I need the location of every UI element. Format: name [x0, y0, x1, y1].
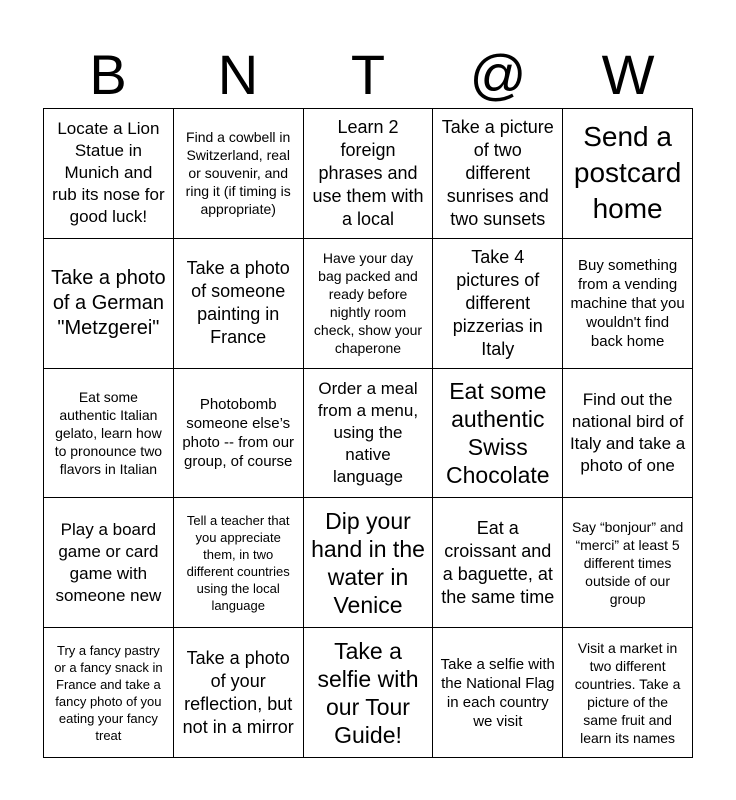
cell-text: Eat a croissant and a baguette, at the same time [441, 517, 555, 607]
bingo-cell[interactable] [563, 239, 693, 369]
cell-text: Take 4 pictures of different pizzerias in Italy [452, 246, 543, 359]
bingo-cell[interactable] [304, 369, 434, 499]
bingo-cell[interactable] [44, 498, 174, 628]
cell-text: Tell a teacher that you appreciate them, in two different countries using the local language [186, 512, 290, 613]
header-letter-n: N [217, 43, 259, 106]
cell-text: Photobomb someone else’s photo -- from our group, of course [182, 395, 295, 470]
bingo-cell[interactable] [174, 498, 304, 628]
cell-text: Take a selfie with the National Flag in each country we visit [440, 655, 555, 730]
bingo-cell[interactable] [433, 369, 563, 499]
bingo-cell[interactable] [174, 109, 304, 239]
cell-text: Take a photo of your reflection, but not in a mirror [182, 647, 294, 737]
cell-text: Play a board game or card game with someone new [55, 519, 162, 605]
cell-text: Locate a Lion Statue in Munich and rub its nose for good luck! [52, 119, 165, 227]
cell-text: Buy something from a vending machine that you wouldn't find back home [570, 256, 685, 350]
cell-text: Dip your hand in the water in Venice [311, 507, 425, 618]
cell-text: Take a picture of two different sunrises and two sunsets [441, 116, 554, 229]
header-letter-b: B [89, 43, 127, 106]
bingo-cell[interactable] [44, 369, 174, 499]
bingo-cell[interactable] [44, 109, 174, 239]
cell-text: Try a fancy pastry or a fancy snack in France and take a fancy photo of you eating your fancy treat [54, 642, 163, 743]
bingo-cell[interactable] [433, 239, 563, 369]
header-letter-at: @ [469, 43, 527, 106]
bingo-cell[interactable] [304, 628, 434, 758]
bingo-cell[interactable] [433, 498, 563, 628]
bingo-cell[interactable] [433, 628, 563, 758]
cell-text: Take a photo of someone painting in France [186, 258, 290, 348]
cell-text: Learn 2 foreign phrases and use them with a local [312, 116, 424, 229]
cell-text: Visit a market in two different countries. Take a picture of the same fruit and learn its names [574, 639, 681, 746]
bingo-cell[interactable] [44, 628, 174, 758]
bingo-cell[interactable] [563, 109, 693, 239]
bingo-cell[interactable] [304, 498, 434, 628]
cell-text: Eat some authentic Italian gelato, learn how to pronounce two flavors in Italian [54, 388, 163, 477]
bingo-cell[interactable] [174, 628, 304, 758]
bingo-cell[interactable] [174, 369, 304, 499]
bingo-header [43, 42, 693, 108]
cell-text: Take a photo of a German "Metzgerei" [51, 266, 166, 339]
bingo-cell[interactable] [433, 109, 563, 239]
bingo-cell[interactable] [563, 498, 693, 628]
bingo-cell[interactable] [304, 239, 434, 369]
bingo-cell[interactable] [563, 628, 693, 758]
cell-text: Eat some authentic Swiss Chocolate [446, 377, 550, 488]
cell-text: Say “bonjour” and “merci” at least 5 different times outside of our group [571, 518, 684, 607]
header-letter-t: T [350, 43, 386, 106]
bingo-cell[interactable] [563, 369, 693, 499]
cell-text: Order a meal from a menu, using the native language [317, 378, 419, 486]
bingo-grid [43, 108, 693, 758]
cell-text: Have your day bag packed and ready before nightly room check, show your chaperone [313, 250, 423, 357]
header-letter-w: W [601, 43, 655, 106]
bingo-cell[interactable] [44, 239, 174, 369]
bingo-cell[interactable] [174, 239, 304, 369]
cell-text: Take a selfie with our Tour Guide! [317, 637, 419, 748]
cell-text: Send a postcard home [573, 121, 682, 225]
bingo-cell[interactable] [304, 109, 434, 239]
cell-text: Find a cowbell in Switzerland, real or souvenir, and ring it (if timing is appropriate) [185, 129, 291, 218]
cell-text: Find out the national bird of Italy and take a photo of one [569, 389, 686, 475]
